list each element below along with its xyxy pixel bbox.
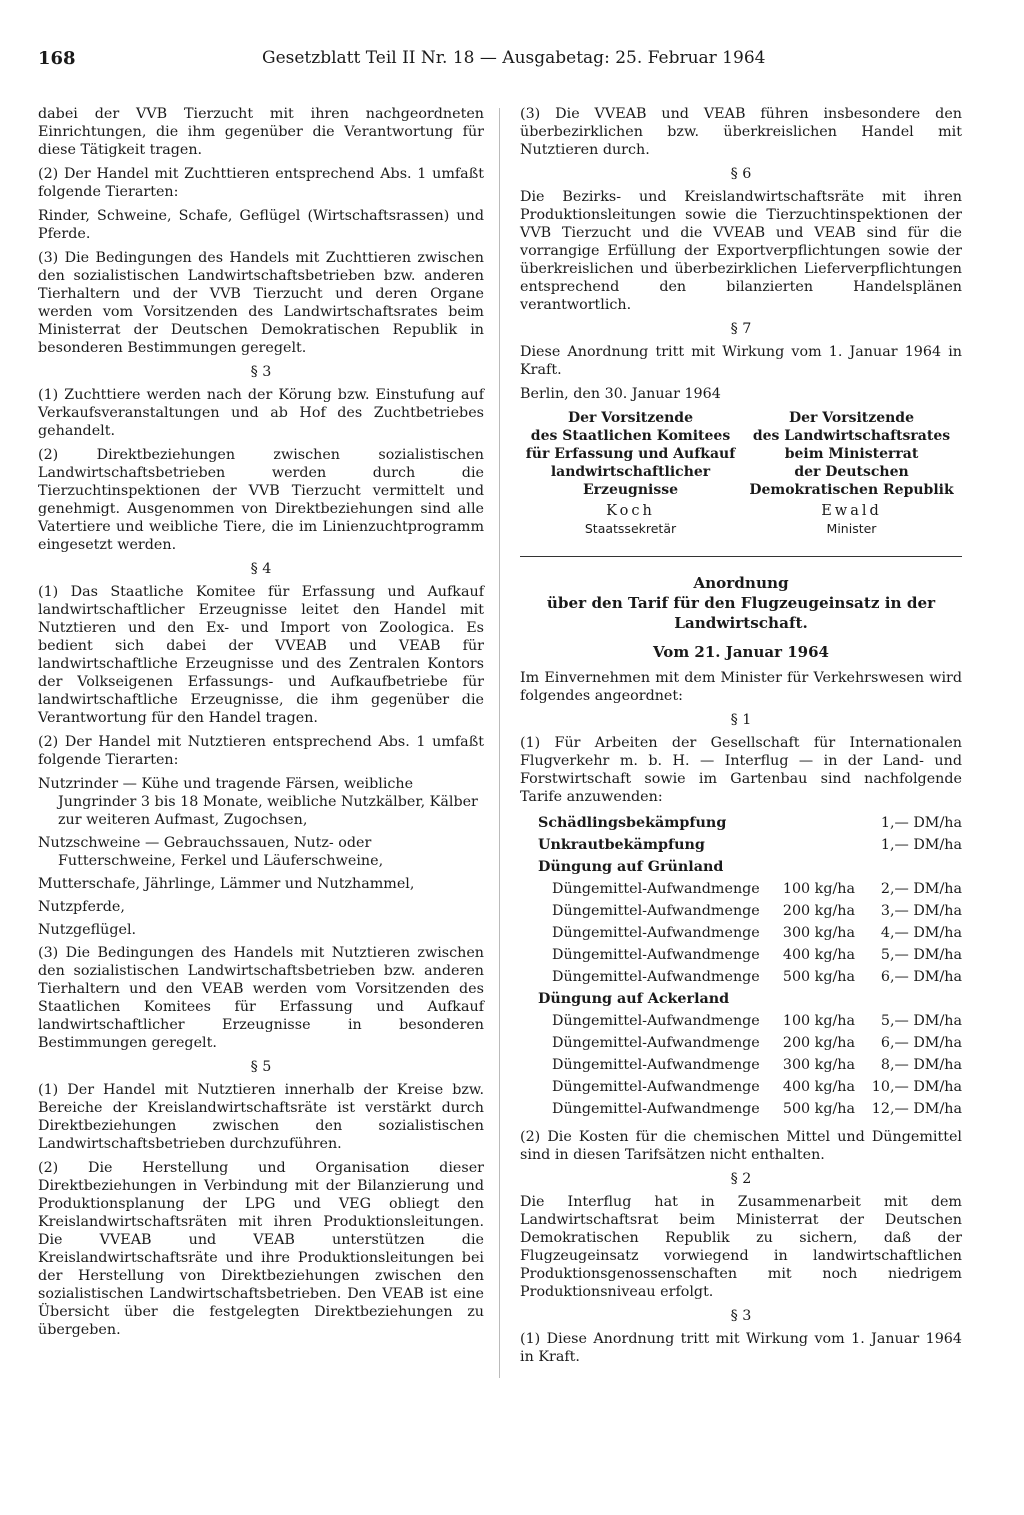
- tariff-label: Unkrautbekämpfung: [538, 837, 705, 853]
- paragraph: Diese Anordnung tritt mit Wirkung vom 1. Januar 1964 in Kraft.: [520, 344, 962, 378]
- section-heading: § 1: [730, 712, 752, 728]
- tariff-label: Düngemittel-Aufwandmenge: [552, 1101, 760, 1117]
- paragraph: (2) Der Handel mit Zuchttieren entsprechend Abs. 1 umfaßt folgende Tierarten:: [38, 166, 484, 200]
- page-header: [38, 48, 984, 78]
- signatory-line: des Landwirtschaftsrates: [752, 428, 951, 444]
- tariff-amount: 200 kg/ha: [782, 1035, 856, 1051]
- tariff-amount: 300 kg/ha: [782, 1057, 856, 1073]
- tariff-amount: 200 kg/ha: [782, 903, 856, 919]
- tariff-price: 10,— DM/ha: [871, 1079, 962, 1095]
- signatory-line: der Deutschen: [794, 464, 909, 480]
- signatory-line: für Erfassung und Aufkauf: [525, 446, 736, 462]
- right-column: [520, 105, 962, 1372]
- paragraph: (3) Die VVEAB und VEAB führen insbesondere den überbezirklichen bzw. überkreislichen Handel mit Nutztieren durch.: [520, 106, 962, 158]
- place-date: Berlin, den 30. Januar 1964: [520, 386, 721, 402]
- section-heading: § 3: [730, 1308, 752, 1324]
- paragraph: (2) Direktbeziehungen zwischen sozialistischen Landwirtschaftsbetrieben werden durch die Tierzuchtinspektionen der VVB Tierzucht vermittelt und genehmigt. Ausgenommen von Direktbeziehungen sind alle Vatertiere und weibliche Tiere, die im Linienzuchtprogramm eingesetzt werden.: [38, 447, 484, 553]
- tariff-label: Schädlingsbekämpfung: [538, 815, 727, 831]
- paragraph: (1) Für Arbeiten der Gesellschaft für Internationalen Flugverkehr m. b. H. — Interflug — in der Land- und Forstwirtschaft sowie im Gartenbau sind nachfolgende Tarife anzuwenden:: [520, 735, 962, 805]
- tariff-label: Düngemittel-Aufwandmenge: [552, 1035, 760, 1051]
- signatory-line: des Staatlichen Komitees: [530, 428, 731, 444]
- tariff-label: Düngemittel-Aufwandmenge: [552, 881, 760, 897]
- left-column: [38, 105, 484, 1345]
- section-heading: § 2: [730, 1171, 752, 1187]
- table-row: [520, 988, 962, 1010]
- list-item: Nutzschweine — Gebrauchssauen, Nutz- oder Futterschweine, Ferkel und Läuferschweine,: [38, 835, 384, 869]
- table-row: [520, 900, 962, 922]
- title-line: Landwirtschaft.: [674, 614, 808, 632]
- tariff-price: 3,— DM/ha: [880, 903, 962, 919]
- tariff-label: Düngemittel-Aufwandmenge: [552, 1079, 760, 1095]
- table-row: [520, 812, 962, 834]
- tariff-group-label: Düngung auf Grünland: [538, 859, 724, 875]
- paragraph: (2) Die Herstellung und Organisation dieser Direktbeziehungen in Verbindung mit der Bilanzierung und Produktionsplanung der LPG und VEG obliegt den Kreislandwirtschaftsräten mit ihren Produktionsleitungen. Die VVEAB und VEAB unterstützen die Kreislandwirtschaftsräte und ihre Produktionsleitungen bei der Herstellung von Direktbeziehungen zwischen den sozialistischen Landwirtschaftsbetrieben. Den VEAB ist eine Übersicht über die festgelegten Direktbeziehungen zu übergeben.: [38, 1160, 484, 1338]
- signature-block: [520, 409, 962, 538]
- table-row: [520, 834, 962, 856]
- table-row: [520, 856, 962, 878]
- paragraph: (1) Das Staatliche Komitee für Erfassung und Aufkauf landwirtschaftlicher Erzeugnisse leitet den Handel mit Nutztieren und den Ex- und Import von Zoologica. Es bedient sich dabei der VVEAB und VEAB für landwirtschaftliche Erzeugnisse und des Zentralen Kontors der Volkseigenen Erfassungs- und Aufkaufbetriebe für landwirtschaftliche Erzeugnisse, die ihm gegenüber die Verantwortung für den Handel tragen.: [38, 584, 484, 726]
- table-row: [520, 1010, 962, 1032]
- list-item: Nutzpferde,: [38, 899, 125, 915]
- title-line: über den Tarif für den Flugzeugeinsatz in der: [546, 594, 936, 612]
- paragraph: Im Einvernehmen mit dem Minister für Verkehrswesen wird folgendes angeordnet:: [520, 670, 962, 704]
- paragraph: Die Interflug hat in Zusammenarbeit mit dem Landwirtschaftsrat beim Ministerrat der Deutschen Demokratischen Republik zu sichern, daß der Flugzeugeinsatz vorwiegend in landwirtschaftlichen Produktionsgenossenschaften mit noch niedrigem Produktionsniveau erfolgt.: [520, 1194, 962, 1300]
- tariff-label: Düngemittel-Aufwandmenge: [552, 947, 760, 963]
- tariff-label: Düngemittel-Aufwandmenge: [552, 969, 760, 985]
- paragraph: (2) Die Kosten für die chemischen Mittel und Düngemittel sind in diesen Tarifsätzen nicht enthalten.: [520, 1129, 962, 1163]
- section-heading: § 5: [250, 1059, 272, 1075]
- signatory-line: Der Vorsitzende: [789, 410, 914, 426]
- tariff-label: Düngemittel-Aufwandmenge: [552, 903, 760, 919]
- tariff-label: Düngemittel-Aufwandmenge: [552, 1013, 760, 1029]
- table-row: [520, 944, 962, 966]
- paragraph: (3) Die Bedingungen des Handels mit Nutztieren zwischen den sozialistischen Landwirtschaftsbetrieben bzw. anderen Tierhaltern und den VEAB werden vom Vorsitzenden des Staatlichen Komitees für Erfassung und Aufkauf landwirtschaftlicher Erzeugnisse in besonderen Bestimmungen geregelt.: [38, 945, 484, 1051]
- tariff-amount: 300 kg/ha: [782, 925, 856, 941]
- tariff-price: 2,— DM/ha: [880, 881, 962, 897]
- signatory-line: beim Ministerrat: [784, 446, 919, 462]
- paragraph: dabei der VVB Tierzucht mit ihren nachgeordneten Einrichtungen, die ihm gegenüber die Verantwortung für diese Tätigkeit tragen.: [38, 106, 484, 158]
- signatory-name: Ewald: [821, 503, 882, 519]
- section-heading: § 3: [250, 364, 272, 380]
- tariff-price: 5,— DM/ha: [880, 947, 962, 963]
- tariff-price: 5,— DM/ha: [880, 1013, 962, 1029]
- signatory-line: Erzeugnisse: [582, 482, 679, 498]
- tariff-price: 12,— DM/ha: [871, 1101, 962, 1117]
- signatory-role: Staatssekretär: [584, 521, 677, 536]
- tariff-amount: 100 kg/ha: [782, 881, 856, 897]
- list-item: Nutzgeflügel.: [38, 922, 137, 938]
- paragraph: Rinder, Schweine, Schafe, Geflügel (Wirtschaftsrassen) und Pferde.: [38, 208, 484, 242]
- tariff-price: 8,— DM/ha: [880, 1057, 962, 1073]
- table-row: [520, 1098, 962, 1120]
- signature-right: [741, 409, 962, 538]
- tariff-table: [520, 812, 962, 1120]
- tariff-label: Düngemittel-Aufwandmenge: [552, 925, 760, 941]
- tariff-label: Düngemittel-Aufwandmenge: [552, 1057, 760, 1073]
- tariff-amount: 400 kg/ha: [782, 947, 856, 963]
- signatory-line: Der Vorsitzende: [568, 410, 693, 426]
- paragraph: (2) Der Handel mit Nutztieren entsprechend Abs. 1 umfaßt folgende Tierarten:: [38, 734, 484, 768]
- section-heading: § 6: [730, 166, 752, 182]
- signatory-line: landwirtschaftlicher: [550, 464, 711, 480]
- paragraph: (1) Der Handel mit Nutztieren innerhalb der Kreise bzw. Bereiche der Kreislandwirtschaftsräte ist verstärkt durch Direktbeziehungen zwischen den sozialistischen Landwirtschaftsbetrieben durchzuführen.: [38, 1082, 484, 1152]
- tariff-group-label: Düngung auf Ackerland: [538, 991, 730, 1007]
- paragraph: (1) Diese Anordnung tritt mit Wirkung vom 1. Januar 1964 in Kraft.: [520, 1331, 962, 1365]
- signatory-name: Koch: [606, 503, 655, 519]
- page-number: 168: [38, 48, 76, 69]
- signature-left: [520, 409, 741, 538]
- horizontal-rule: [520, 556, 962, 557]
- ordinance-title: [520, 573, 962, 633]
- signatory-role: Minister: [826, 521, 877, 536]
- list-item: Nutzrinder — Kühe und tragende Färsen, weibliche Jungrinder 3 bis 18 Monate, weibliche Nutzkälber, Kälber zur weiteren Aufmast, Zugochsen,: [38, 776, 478, 828]
- list-item: Mutterschafe, Jährlinge, Lämmer und Nutzhammel,: [38, 876, 415, 892]
- tariff-amount: 100 kg/ha: [782, 1013, 856, 1029]
- table-row: [520, 1054, 962, 1076]
- gazette-title: Gesetzblatt Teil II Nr. 18 — Ausgabetag: 25. Februar 1964: [262, 48, 766, 68]
- tariff-price: 1,— DM/ha: [880, 815, 962, 831]
- tariff-price: 1,— DM/ha: [880, 837, 962, 853]
- tariff-price: 6,— DM/ha: [880, 969, 962, 985]
- paragraph: (3) Die Bedingungen des Handels mit Zuchttieren zwischen den sozialistischen Landwirtschaftsbetrieben bzw. anderen Tierhaltern und der VVB Tierzucht und deren Organe werden vom Vorsitzenden des Landwirtschaftsrates beim Ministerrat der Deutschen Demokratischen Republik in besonderen Bestimmungen geregelt.: [38, 250, 484, 356]
- column-divider: [499, 108, 500, 1378]
- table-row: [520, 966, 962, 988]
- title-line: Anordnung: [693, 574, 789, 592]
- table-row: [520, 922, 962, 944]
- ordinance-date: Vom 21. Januar 1964: [653, 643, 829, 661]
- tariff-amount: 400 kg/ha: [782, 1079, 856, 1095]
- table-row: [520, 878, 962, 900]
- signatory-line: Demokratischen Republik: [749, 482, 954, 498]
- paragraph: Die Bezirks- und Kreislandwirtschaftsräte mit ihren Produktionsleitungen sowie die Tierzuchtinspektionen der VVB Tierzucht und die VVEAB und VEAB sind für die vorrangige Erfüllung der Exportverpflichtungen sowie der überkreislichen und überbezirklichen Lieferverpflichtungen entsprechend den bilanzierten Handelsplänen verantwortlich.: [520, 189, 962, 313]
- section-heading: § 4: [250, 561, 272, 577]
- section-heading: § 7: [730, 321, 752, 337]
- tariff-price: 4,— DM/ha: [880, 925, 962, 941]
- tariff-amount: 500 kg/ha: [782, 969, 856, 985]
- table-row: [520, 1032, 962, 1054]
- tariff-amount: 500 kg/ha: [782, 1101, 856, 1117]
- paragraph: (1) Zuchttiere werden nach der Körung bzw. Einstufung auf Verkaufsveranstaltungen und ab Hof des Zuchtbetriebes gehandelt.: [38, 387, 484, 439]
- table-row: [520, 1076, 962, 1098]
- tariff-price: 6,— DM/ha: [880, 1035, 962, 1051]
